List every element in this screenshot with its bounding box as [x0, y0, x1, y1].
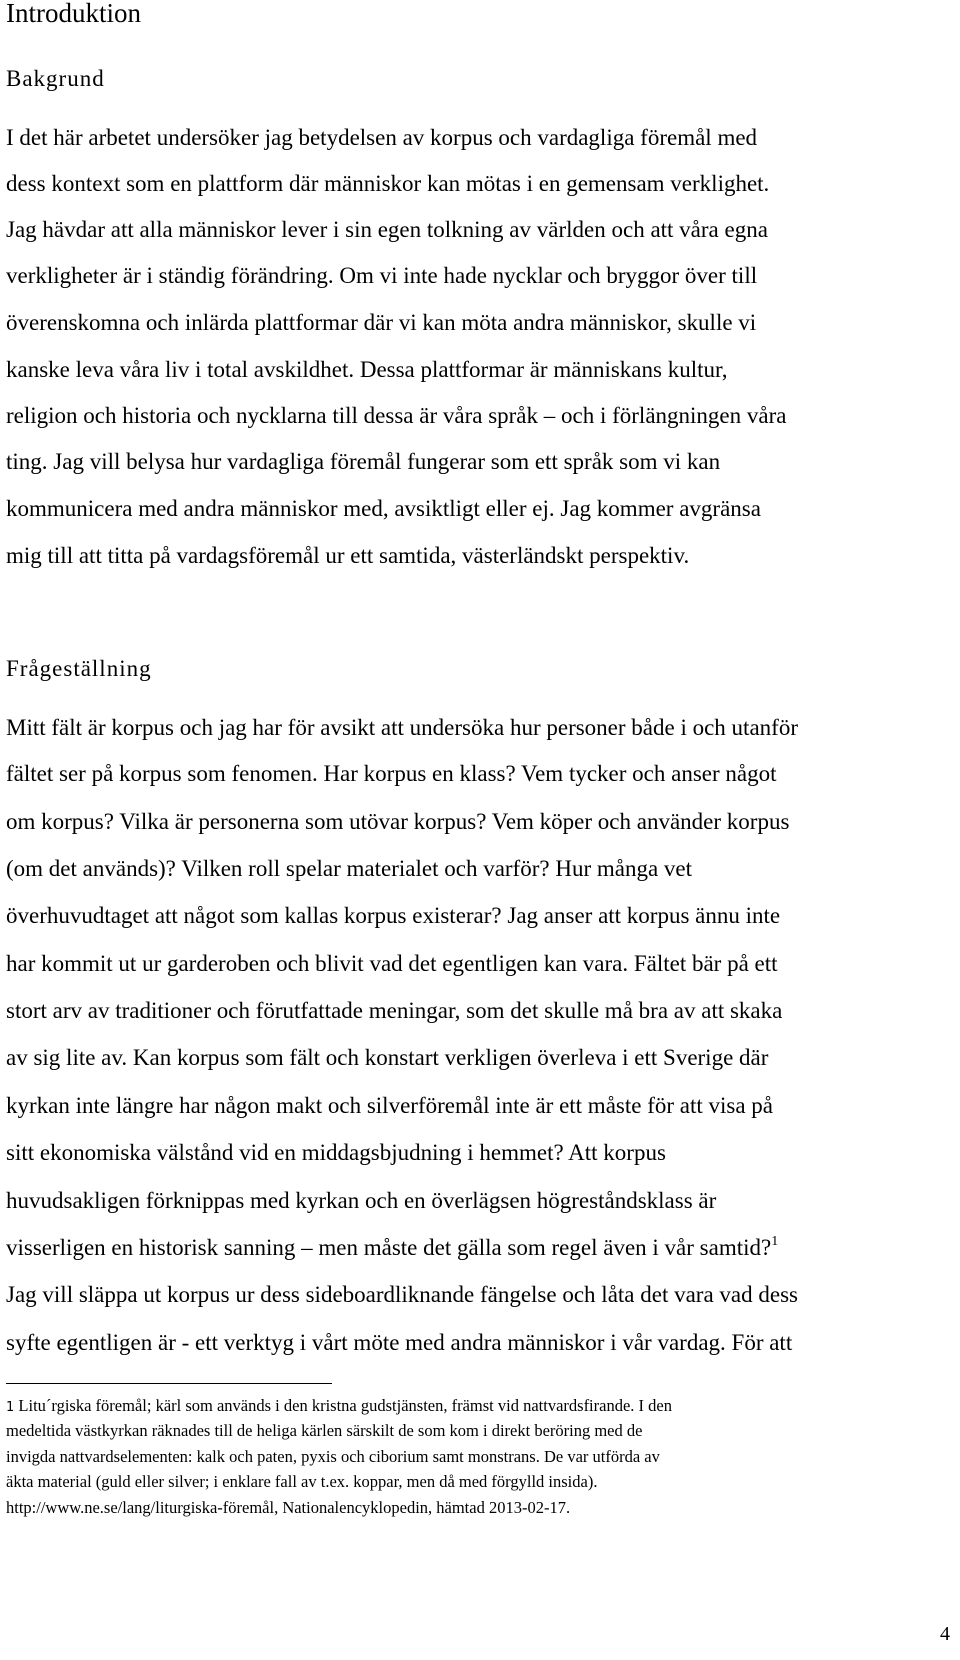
- paragraph-line: kanske leva våra liv i total avskildhet. Dessa plattformar är människans kultur,: [6, 357, 728, 382]
- footnote-line: äkta material (guld eller silver; i enklare fall av t.ex. koppar, men då med förgylld insida).: [6, 1472, 598, 1491]
- paragraph-line: ting. Jag vill belysa hur vardagliga föremål fungerar som ett språk som vi kan: [6, 449, 721, 474]
- paragraph-line: verkligheter är i ständig förändring. Om vi inte hade nycklar och bryggor över till: [6, 263, 758, 288]
- page-number: 4: [940, 1623, 950, 1645]
- footnote-reference[interactable]: 1: [771, 1234, 779, 1249]
- paragraph-line: sitt ekonomiska välstånd vid en middagsbjudning i hemmet? Att korpus: [6, 1140, 666, 1165]
- paragraph-line: kommunicera med andra människor med, avsiktligt eller ej. Jag kommer avgränsa: [6, 496, 761, 521]
- paragraph-line: Jag hävdar att alla människor lever i sin egen tolkning av världen och att våra egna: [6, 217, 768, 242]
- footnote-text: Litu´rgiska föremål; kärl som används i den kristna gudstjänsten, främst vid nattvardsfirande. I den: [14, 1396, 672, 1415]
- paragraph-line: mig till att titta på vardagsföremål ur ett samtida, västerländskt perspektiv.: [6, 543, 690, 568]
- paragraph-line: huvudsakligen förknippas med kyrkan och en överlägsen högreståndsklass är: [6, 1188, 717, 1213]
- footnote-separator: [6, 1383, 332, 1384]
- section-heading-bakgrund: Bakgrund: [6, 66, 105, 91]
- paragraph-line: kyrkan inte längre har någon makt och silverföremål inte är ett måste för att visa på: [6, 1093, 774, 1118]
- paragraph-line: dess kontext som en plattform där människor kan mötas i en gemensam verklighet.: [6, 171, 770, 196]
- paragraph-line: I det här arbetet undersöker jag betydelsen av korpus och vardagliga föremål med: [6, 125, 758, 150]
- section-heading-fragestallning: Frågeställning: [6, 656, 152, 681]
- footnote-line: [6, 1395, 672, 1419]
- footnote-link-line[interactable]: http://www.ne.se/lang/liturgiska-föremål, Nationalencyklopedin, hämtad 2013-02-17.: [6, 1498, 571, 1517]
- paragraph-line: om korpus? Vilka är personerna som utövar korpus? Vem köper och använder korpus: [6, 809, 790, 834]
- paragraph-line: har kommit ut ur garderoben och blivit vad det egentligen kan vara. Fältet bär på ett: [6, 951, 778, 976]
- paragraph-line: Mitt fält är korpus och jag har för avsikt att undersöka hur personer både i och utanför: [6, 715, 798, 740]
- paragraph-line: överhuvudtaget att något som kallas korpus existerar? Jag anser att korpus ännu inte: [6, 903, 781, 928]
- paragraph-line-text: visserligen en historisk sanning – men måste det gälla som regel även i vår samtid?: [6, 1235, 772, 1260]
- footnote-number: 1: [6, 1400, 15, 1415]
- footnote-line: medeltida västkyrkan räknades till de heliga kärlen särskilt de som kom i direkt beröring med de: [6, 1421, 643, 1440]
- paragraph-line: av sig lite av. Kan korpus som fält och konstart verkligen överleva i ett Sverige där: [6, 1045, 769, 1070]
- paragraph-line: syfte egentligen är - ett verktyg i vårt möte med andra människor i vår vardag. För att: [6, 1330, 793, 1355]
- paragraph-line: stort arv av traditioner och förutfattade meningar, som det skulle må bra av att skaka: [6, 998, 783, 1023]
- paragraph-line: överenskomna och inlärda plattformar där vi kan möta andra människor, skulle vi: [6, 310, 757, 335]
- page-title: Introduktion: [6, 0, 141, 28]
- paragraph-line: (om det används)? Vilken roll spelar materialet och varför? Hur många vet: [6, 856, 693, 881]
- paragraph-line: religion och historia och nycklarna till dessa är våra språk – och i förlängningen våra: [6, 403, 787, 428]
- paragraph-line: fältet ser på korpus som fenomen. Har korpus en klass? Vem tycker och anser något: [6, 761, 777, 786]
- paragraph-line-with-footnote: [6, 1233, 778, 1263]
- paragraph-line: Jag vill släppa ut korpus ur dess sideboardliknande fängelse och låta det vara vad dess: [6, 1282, 798, 1307]
- footnote-line: invigda nattvardselementen: kalk och paten, pyxis och ciborium samt monstrans. De var utförda av: [6, 1447, 660, 1466]
